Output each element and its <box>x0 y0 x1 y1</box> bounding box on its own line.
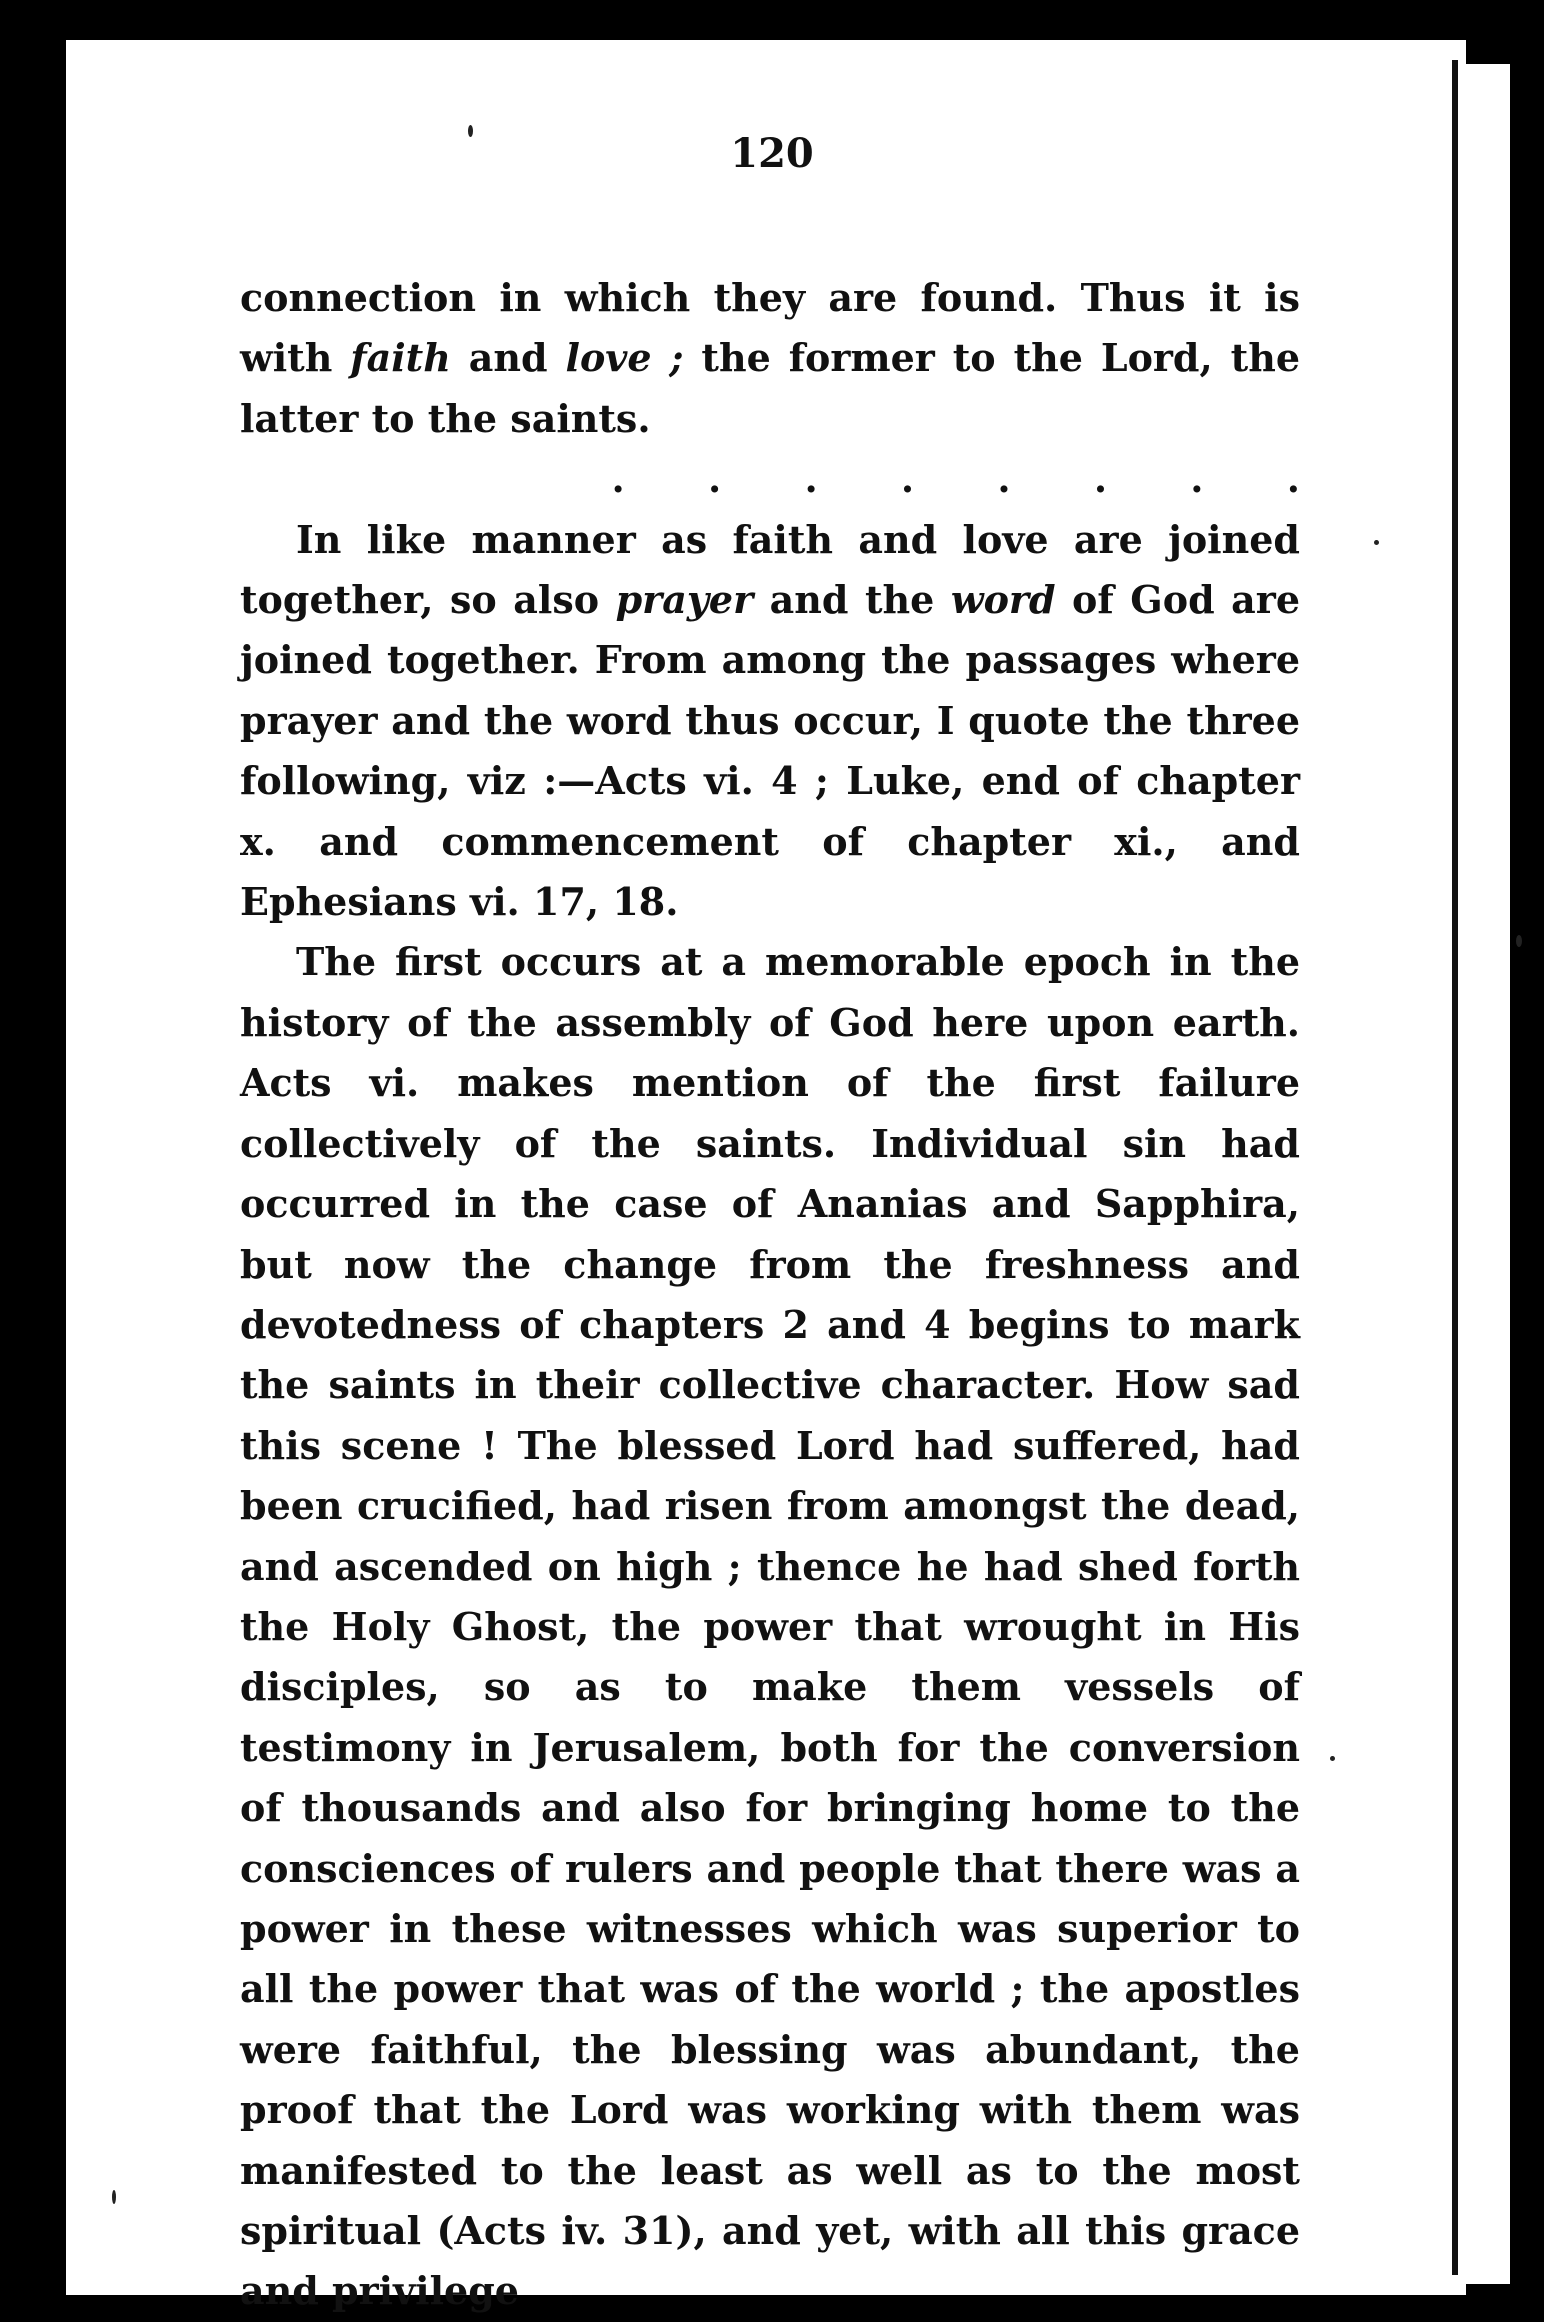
page-gutter-divider <box>1452 60 1458 2275</box>
italic-text: prayer <box>615 577 754 623</box>
text-run: the former to the Lord, the latter to the saints. <box>240 335 1301 441</box>
italic-text: faith <box>350 335 451 381</box>
scan-speck <box>112 2190 116 2204</box>
text-run: and <box>450 335 566 381</box>
text-run: of God are joined together. From among the passages where prayer and the word thus occur, I quote the three following, viz :—Acts vi. 4 ; Luke, end of chapter x. and commencement of chapter xi., and Ephesians vi. 17, 18. <box>240 577 1300 925</box>
text-run: The first occurs at a memorable epoch in the history of the assembly of God here upon earth. Acts vi. makes mention of the first failure collectively of the saints. Individual sin had occurred in the case of Ananias and Sapphira, but now the change from the freshness and devotedness of chapters 2 and 4 begins to mark the saints in their collective character. How sad this scene ! The blessed Lord had suffered, had been crucified, had risen from amongst the dead, and ascended on high ; thence he had shed forth the Holy Ghost, the power that wrought in His disciples, so as to make them vessels of testimony in Jerusalem, both for the conversion of thousands and also for bringing home to the consciences of rulers and people that there was a power in these witnesses which was superior to all the power that was of the world ; the apostles were faithful, the blessing was abundant, the proof that the Lord was working with them was manifested to the least as well as to the most spiritual (Acts iv. 31), and yet, with all this grace and privilege <box>240 939 1300 2314</box>
paragraph-1 <box>240 268 1335 510</box>
page-body <box>240 268 1335 2322</box>
facing-page-edge <box>1466 64 1510 2284</box>
italic-text: love ; <box>565 335 684 381</box>
text-run: In like manner as faith and love are joined together, so also <box>240 516 1300 623</box>
text-run: and the <box>753 577 951 623</box>
paragraph-3 <box>240 932 1300 2321</box>
text-run: connection in which they are found. Thus it is with <box>240 275 1300 381</box>
paragraph-2 <box>240 510 1300 933</box>
scan-speck <box>1374 540 1379 545</box>
scan-speck <box>1516 935 1522 947</box>
italic-text: word <box>950 577 1056 623</box>
page-number: 120 <box>730 130 814 177</box>
scan-speck <box>1330 1756 1335 1761</box>
dotted-leader: . . . . . . . . <box>611 456 1335 502</box>
